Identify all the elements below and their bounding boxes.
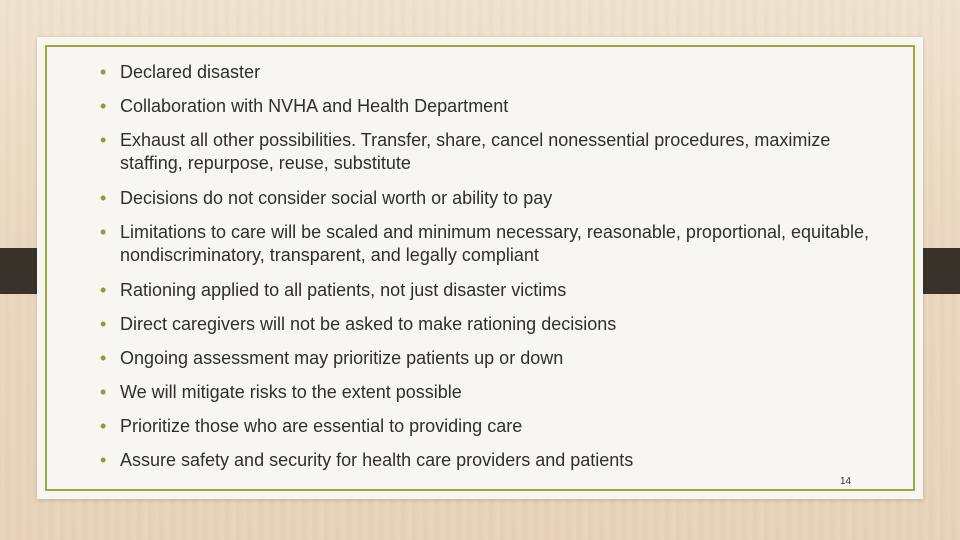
bullet-text: Rationing applied to all patients, not just disaster victims (120, 280, 567, 300)
bullet-icon: • (100, 348, 107, 368)
bullet-item (100, 279, 870, 302)
bullet-item (100, 187, 870, 210)
bullet-text: Assure safety and security for health care providers and patients (120, 450, 634, 470)
bullet-text: Collaboration with NVHA and Health Department (120, 96, 509, 116)
bullet-item (100, 347, 870, 370)
bullet-text: Ongoing assessment may prioritize patients up or down (120, 348, 564, 368)
bullet-item (100, 415, 870, 438)
bullet-text: Direct caregivers will not be asked to make rationing decisions (120, 314, 617, 334)
bullet-text: Limitations to care will be scaled and minimum necessary, reasonable, proportional, equitable, nondiscriminatory, transparent, and legally compliant (120, 222, 870, 265)
bullet-text: Decisions do not consider social worth or ability to pay (120, 188, 553, 208)
bullet-icon: • (100, 188, 107, 208)
bullet-item (100, 381, 870, 404)
bullet-icon: • (100, 416, 107, 436)
bullet-text: Exhaust all other possibilities. Transfer, share, cancel nonessential procedures, maximize staffing, repurpose, reuse, substitute (120, 130, 831, 173)
bullet-icon: • (100, 382, 107, 402)
bullet-item (100, 129, 870, 175)
bullet-text: We will mitigate risks to the extent possible (120, 382, 462, 402)
bullet-icon: • (100, 62, 107, 82)
bullet-icon: • (100, 314, 107, 334)
bullet-item (100, 221, 870, 267)
bullet-text: Declared disaster (120, 62, 261, 82)
bullet-icon: • (100, 450, 107, 470)
bullet-text: Prioritize those who are essential to providing care (120, 416, 523, 436)
bullet-icon: • (100, 130, 107, 150)
bullet-icon: • (100, 222, 107, 242)
slide-card (37, 37, 923, 499)
bullet-item (100, 61, 870, 84)
bullet-item (100, 313, 870, 336)
bullet-item (100, 95, 870, 118)
slide-number: 14 (840, 476, 852, 487)
bullet-item (100, 449, 870, 472)
bullet-icon: • (100, 96, 107, 116)
bullet-list (100, 61, 870, 483)
bullet-icon: • (100, 280, 107, 300)
